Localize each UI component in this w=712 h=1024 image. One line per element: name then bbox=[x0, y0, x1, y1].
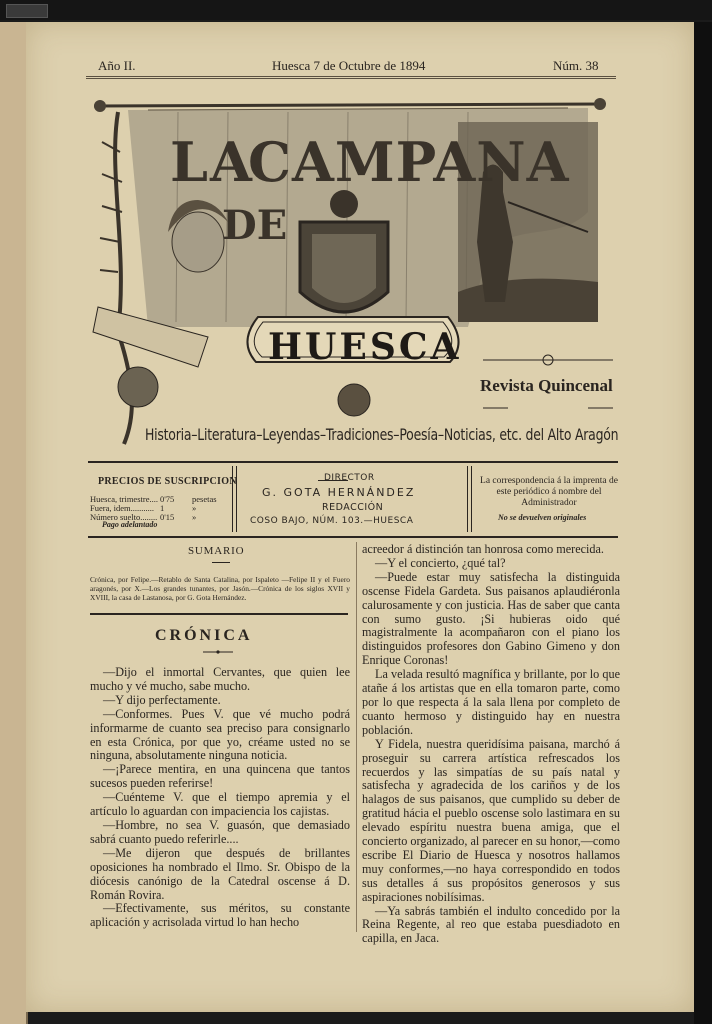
subscription-label: Fuera, idem........... bbox=[90, 503, 154, 513]
subscription-unit: » bbox=[192, 503, 197, 513]
article-paragraph: —Me dijeron que después de brillantes oposiciones ha nombrado el Ilmo. Sr. Obispo de la diócesis canónigo de la Catedral oscense á D. Román Rovira. bbox=[90, 845, 350, 902]
facing-page-edge bbox=[0, 22, 28, 1024]
correspondence-note: No se devuelven originales bbox=[498, 513, 587, 522]
scanner-border-top bbox=[0, 0, 712, 20]
article-paragraph: —Y el concierto, ¿qué tal? bbox=[375, 555, 506, 570]
subscription-title: PRECIOS DE SUSCRIPCION bbox=[98, 476, 237, 487]
correspondence-text: La correspondencia á la imprenta de este periódico á nombre del Administrador bbox=[480, 476, 618, 508]
column-divider bbox=[356, 542, 357, 932]
article-column-left bbox=[90, 666, 350, 930]
masthead-title-de: DE bbox=[222, 202, 288, 249]
director-name: G. GOTA HERNÁNDEZ bbox=[262, 486, 416, 499]
article-paragraph: —Dijo el inmortal Cervantes, que quien lee mucho y vé mucho, sabe mucho. bbox=[90, 665, 350, 693]
sumario-title: SUMARIO bbox=[188, 545, 245, 557]
article-paragraph: —Efectivamente, sus méritos, su constante aplicación y acrisolada virtud lo han hecho bbox=[90, 901, 350, 930]
issue-year: Año II. bbox=[98, 58, 136, 73]
director-label: DIRECTOR bbox=[324, 473, 375, 483]
redaccion-label: REDACCIÓN bbox=[322, 502, 384, 513]
article-paragraph: —Hombre, no sea V. guasón, que demasiado sabrá cuanto puedo referirle.... bbox=[90, 817, 350, 846]
article-paragraph: —¡Parece mentira, en una quincena que tantos sucesos pueden referirse! bbox=[90, 762, 350, 791]
article-paragraph: La velada resultó magnífica y brillante, por lo que atañe á los artistas que en ella tomaron parte, como por lo que respecta á la sala llena por completo de cuanto hermoso y distinguido hay en nuestra población. bbox=[362, 667, 620, 737]
article-paragraph: —Conformes. Pues V. que vé mucho podrá informarme de cuanto sea preciso para consignarlo en esta Crónica, por que yo, créame usted no se ninguna, absolutamente ninguna noticia. bbox=[90, 706, 350, 763]
header-rule bbox=[86, 76, 616, 79]
subscription-value: 1 bbox=[160, 503, 165, 513]
subscription-unit: » bbox=[192, 512, 197, 522]
subscription-value: 0'15 bbox=[160, 512, 175, 522]
redaccion-address: COSO BAJO, NÚM. 103.—HUESCA bbox=[250, 516, 414, 526]
director-rule bbox=[318, 480, 348, 481]
article-column-right bbox=[362, 543, 620, 946]
cronica-title: CRÓNICA bbox=[155, 627, 253, 644]
article-paragraph: —Cuénteme V. que el tiempo apremia y el artículo lo aguardan con impaciencia los cajistas. bbox=[90, 790, 350, 819]
subscription-value: 0'75 bbox=[160, 494, 175, 504]
masthead-title-campana: CAMPANA bbox=[248, 130, 570, 194]
article-paragraph: —Puede estar muy satisfecha la distinguida oscense Fidela Gardeta. Sus paisanos aplaudiéronla calurosamente y con justicia. Has de saber que canta con sumo gusto. ¡Si hubieras oido qué magistralmente la acompañaron con el piano los distinguidos profesores don Gabino Gimeno y don Enrique Coronas! bbox=[362, 569, 620, 668]
article-paragraph: Y Fidela, nuestra queridísima paisana, marchó á proseguir su carrera artística refrescados los recuerdos y las simpatías de su país natal y satisfecha y agradecida de los cariños y de los halagos de sus paisanos, que cumplido su deber de gratitud hácia el pueblo oscense solo lastimara en su elevado espíritu nuestra buena amiga, que el concierto organizado, al parecer en su honor,—como escribe El Diario de Huesca y nosotros hallamos muy conformes,—no haya correspondido en todos sus detalles á sus propósitos generosos y sus aspiraciones nobilísimas. bbox=[362, 736, 620, 904]
info-box-bottom-rule bbox=[88, 536, 618, 538]
scanner-border-right bbox=[694, 22, 712, 1024]
article-paragraph: —Ya sabrás también el indulto concedido por la Reina Regente, al reo que estaba puesdiadoto en capilla, en Jaca. bbox=[362, 903, 620, 946]
info-box-divider bbox=[471, 466, 472, 532]
masthead-title-la: LA bbox=[170, 130, 254, 194]
subscription-label: Número suelto........ bbox=[90, 512, 158, 522]
scanner-tab bbox=[6, 4, 48, 18]
sumario-body: Crónica, por Felipe.—Retablo de Santa Catalina, por Ispaleto —Felipe II y el Fuero aragonés, por X.—Los grandes tunantes, por Jasón.—Crónica de los siglos XVII y XVIII, la casa de Lastanosa, por G. Gota Hernández. bbox=[90, 575, 350, 602]
article-paragraph: acreedor á distinción tan honrosa como merecida. bbox=[362, 542, 604, 556]
sumario-rule-small bbox=[212, 562, 230, 563]
subscription-unit: pesetas bbox=[192, 494, 217, 504]
masthead-title-huesca: HUESCA bbox=[268, 326, 462, 368]
cronica-ornament bbox=[203, 650, 233, 654]
masthead-tagline: Historia–Literatura–Leyendas–Tradiciones–Poesía–Noticias, etc. del Alto Aragón bbox=[145, 425, 619, 444]
masthead-subtitle: Revista Quincenal bbox=[480, 376, 613, 395]
issue-date: Huesca 7 de Octubre de 1894 bbox=[272, 58, 426, 73]
article-paragraph: —Y dijo perfectamente. bbox=[103, 692, 221, 707]
subscription-note: Pago adelantado bbox=[102, 520, 158, 529]
sumario-rule bbox=[90, 613, 348, 615]
info-box-divider bbox=[467, 466, 468, 532]
info-box-top-rule bbox=[88, 461, 618, 463]
issue-number: Núm. 38 bbox=[553, 58, 599, 73]
subscription-label: Huesca, trimestre.... bbox=[90, 494, 158, 504]
